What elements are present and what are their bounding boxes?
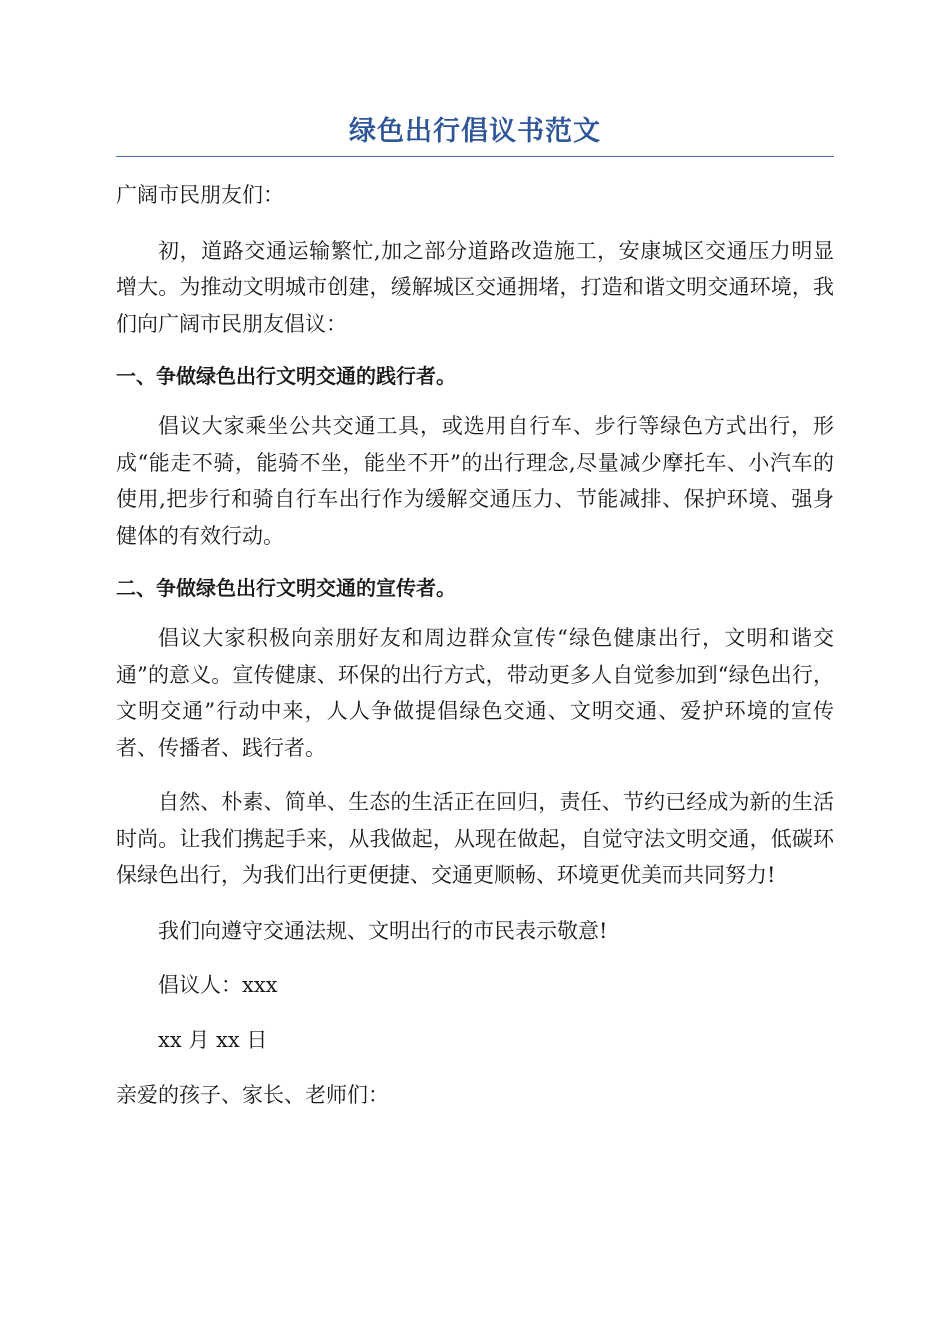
section-1-heading: 一、争做绿色出行文明交通的践行者。 (116, 364, 456, 388)
intro-paragraph: 初，道路交通运输繁忙,加之部分道路改造施工，安康城区交通压力明显增大。为推动文明城市创建，缓解城区交通拥堵，打造和谐文明交通环境，我们向广阔市民朋友倡议： (116, 238, 834, 336)
signer-line: 倡议人：xxx (158, 973, 278, 997)
salutation: 广阔市民朋友们： (116, 183, 284, 207)
section-1-body: 倡议大家乘坐公共交通工具，或选用自行车、步行等绿色方式出行，形成“能走不骑，能骑不坐，能坐不开”的出行理念,尽量减少摩托车、小汽车的使用,把步行和骑自行车出行作为缓解交通压力、节能减排、保护环境、强身健体的有效行动。 (116, 414, 834, 548)
respect-line: 我们向遵守交通法规、文明出行的市民表示敬意! (158, 918, 608, 943)
section-2-body: 倡议大家积极向亲朋好友和周边群众宣传“绿色健康出行，文明和谐交通”的意义。宣传健康、环保的出行方式，带动更多人自觉参加到“绿色出行，文明交通”行动中来，人人争做提倡绿色交通、文明交通、爱护环境的宣传者、传播者、践行者。 (116, 626, 834, 760)
next-salutation: 亲爱的孩子、家长、老师们： (116, 1083, 389, 1107)
document-title: 绿色出行倡议书范文 (116, 112, 834, 157)
section-2-heading: 二、争做绿色出行文明交通的宣传者。 (116, 576, 456, 600)
closing-paragraph: 自然、朴素、简单、生态的生活正在回归，责任、节约已经成为新的生活时尚。让我们携起手来，从我做起，从现在做起，自觉守法文明交通，低碳环保绿色出行，为我们出行更便捷、交通更顺畅、环境更优美而共同努力! (116, 790, 834, 887)
date-line: xx 月 xx 日 (158, 1027, 268, 1052)
document-page (116, 112, 834, 1114)
